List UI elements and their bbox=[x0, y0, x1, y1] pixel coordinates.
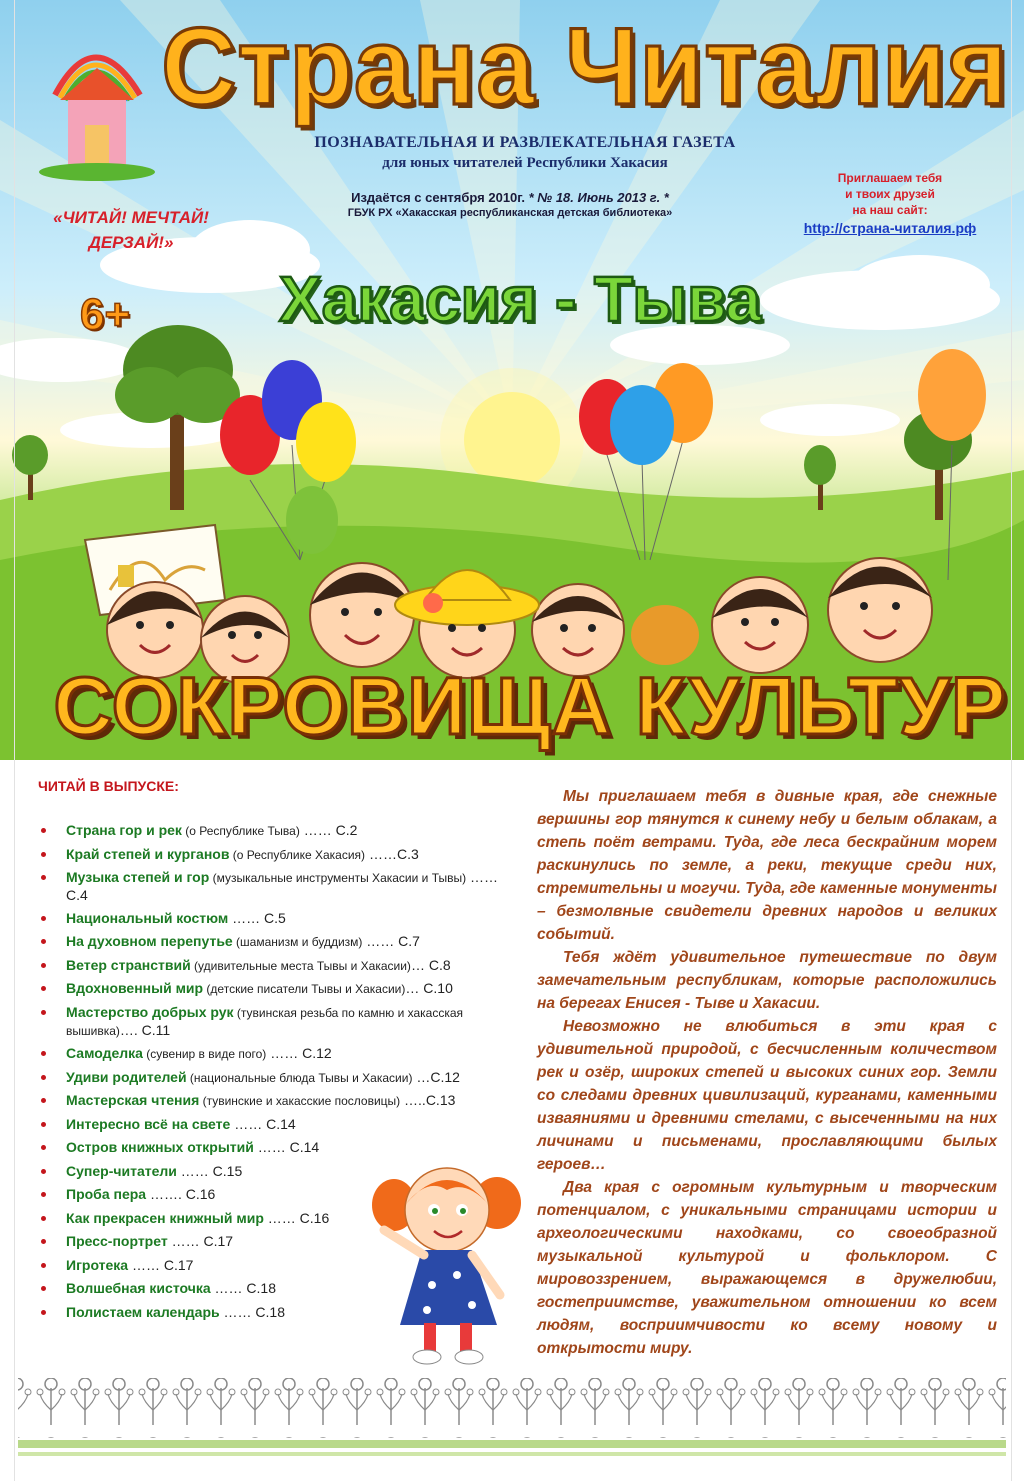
toc-item-page: ……С.3 bbox=[365, 845, 419, 862]
toc-item-page: …… С.17 bbox=[128, 1256, 194, 1273]
toc-item-page: …… С.4 bbox=[66, 869, 499, 903]
toc-item-title: Остров книжных открытий bbox=[66, 1139, 254, 1155]
toc-item-page: …… С.7 bbox=[362, 933, 420, 949]
publication-info bbox=[290, 190, 730, 219]
toc-item-title: Пресс-портрет bbox=[66, 1233, 168, 1249]
toc-item bbox=[38, 1004, 518, 1040]
toc-item bbox=[38, 1045, 518, 1063]
subtitle-line2: для юных читателей Республики Хакасия bbox=[382, 155, 668, 171]
toc-item-title: Как прекрасен книжный мир bbox=[66, 1209, 264, 1226]
article-paragraph: Мы приглашаем тебя в дивные края, где снежные вершины гор тянутся к синему небу и белым облакам, а степь поёт ветрами. Туда, где леса бескрайним морем раскинулись по земле, а реки, текущие среди них, стремительны и могучи. Туда, где каменные монументы – безмолвные свидетели древних народов и великих событий. bbox=[537, 788, 998, 943]
toc-item-title: Интересно всё на свете bbox=[66, 1115, 231, 1132]
toc-item-page: …… С.15 bbox=[176, 1162, 243, 1179]
toc-item-desc: (детские писатели Тывы и Хакасии) bbox=[203, 982, 406, 996]
toc-item-page: …… С.18 bbox=[219, 1303, 285, 1320]
intro-article bbox=[537, 785, 997, 1360]
toc-item-page: …… С.5 bbox=[228, 909, 286, 926]
toc-item-desc: (музыкальные инструменты Хакасии и Тывы) bbox=[209, 871, 467, 885]
flower-ornament bbox=[18, 1378, 1006, 1438]
toc-item-title: Страна гор и рек bbox=[66, 822, 182, 838]
toc-item bbox=[38, 1092, 518, 1110]
toc-item-title: На духовном перепутье bbox=[66, 933, 233, 949]
toc-item-title: Удиви родителей bbox=[66, 1068, 187, 1085]
toc-item-page: … С.8 bbox=[410, 956, 451, 973]
ornament-border bbox=[0, 1370, 1024, 1481]
article-paragraph: Невозможно не влюбиться в эти края с удивительной природой, с бесчисленным количеством рек и озёр, широких степей и высоких синих гор. Земли со следами древних цивилизаций, курганами, каменными изваяниями и древними стелами, с высеченными на них личинами и письменами, прославляющими былых героев… bbox=[537, 1018, 997, 1173]
toc-item-title: Игротека bbox=[66, 1256, 129, 1273]
issue-number: * № 18. Июнь 2013 г. * bbox=[528, 190, 669, 205]
toc-item-page: …… С.17 bbox=[167, 1233, 234, 1249]
toc-item-page: ……. С.16 bbox=[146, 1186, 216, 1202]
issue-theme-title: Хакасия - Тыва bbox=[278, 263, 762, 335]
toc-item-title: Вдохновенный мир bbox=[66, 980, 204, 996]
toc-item-title: Полистаем календарь bbox=[66, 1303, 220, 1320]
toc-item bbox=[38, 869, 518, 904]
girl-illustration bbox=[372, 1155, 532, 1370]
toc-item-page: …С.12 bbox=[412, 1068, 460, 1085]
toc-item-desc: (тувинские и хакасские пословицы) bbox=[199, 1094, 401, 1108]
invite-line2: и твоих друзей bbox=[845, 187, 935, 201]
green-stripe bbox=[18, 1440, 1006, 1448]
toc-item-page: …… С.2 bbox=[299, 822, 358, 838]
toc-item bbox=[38, 933, 518, 951]
toc-item-desc: (сувенир в виде пого) bbox=[142, 1047, 267, 1061]
subtitle-line1: ПОЗНАВАТЕЛЬНАЯ И РАЗВЛЕКАТЕЛЬНАЯ ГАЗЕТА bbox=[314, 134, 736, 151]
toc-item-desc: (национальные блюда Тывы и Хакасии) bbox=[186, 1070, 413, 1085]
article-paragraph: Тебя ждёт удивительное путешествие по двум замечательным республикам, которые расположились на берегах Енисея - Тыве и Хакасии. bbox=[537, 949, 997, 1012]
banner-title: СОКРОВИЩА КУЛЬТУР bbox=[53, 661, 1007, 752]
newspaper-title: Страна Читалия bbox=[161, 6, 1009, 128]
toc-item-title: Супер-читатели bbox=[66, 1162, 177, 1179]
toc-item-page: … С.10 bbox=[405, 980, 453, 996]
toc-item bbox=[38, 846, 518, 864]
toc-item-title: Край степей и курганов bbox=[66, 845, 230, 862]
toc-item-page: …… С.14 bbox=[253, 1139, 320, 1155]
toc-item bbox=[38, 1069, 518, 1087]
toc-item-title: Мастерство добрых рук bbox=[66, 1003, 234, 1020]
toc-item-desc: (о Республике Хакасия) bbox=[229, 847, 366, 862]
green-stripe-thin bbox=[18, 1452, 1006, 1456]
website-link[interactable]: http://страна-читалия.рф bbox=[803, 220, 977, 236]
toc-item-page: …… С.16 bbox=[263, 1209, 330, 1226]
article-paragraph: Два края с огромным культурным и творческим потенциалом, с уникальными страницами истории и археологическими находками, со своеобразной музыкальной культурой и фольклором. С мировоззрением, выражающемся в дружелюбии, гостеприимстве, уважительном отношении ко всем людям, восприимчивости ко всему новому и открытости миру. bbox=[537, 1179, 997, 1357]
toc-item-page: …. С.11 bbox=[119, 1021, 171, 1038]
toc-item-title: Ветер странствий bbox=[66, 956, 191, 973]
toc-item-title: Самоделка bbox=[66, 1045, 143, 1061]
toc-item-title: Проба пера bbox=[66, 1186, 147, 1202]
toc-item-title: Волшебная кисточка bbox=[66, 1280, 211, 1296]
toc-item-page: …… С.14 bbox=[230, 1115, 296, 1132]
toc-heading: ЧИТАЙ В ВЫПУСКЕ: bbox=[38, 778, 179, 794]
toc-item-page: …… С.12 bbox=[266, 1045, 332, 1061]
toc-item bbox=[38, 910, 518, 928]
motto bbox=[26, 205, 236, 255]
toc-item-desc: (о Республике Тыва) bbox=[181, 824, 300, 838]
toc-item bbox=[38, 980, 518, 998]
toc-item bbox=[38, 957, 518, 975]
toc-item-title: Национальный костюм bbox=[66, 909, 229, 926]
published-since: Издаётся с сентября 2010г. bbox=[351, 190, 526, 205]
toc-item-page: …..С.13 bbox=[400, 1092, 456, 1108]
toc-item-desc: (тувинская резьба по камню и хакасская вышивка) bbox=[66, 1005, 464, 1038]
toc-item-desc: (шаманизм и буддизм) bbox=[232, 935, 363, 949]
toc-item-title: Мастерская чтения bbox=[66, 1092, 200, 1108]
toc-item-title: Музыка степей и гор bbox=[66, 869, 210, 885]
invite-line1: Приглашаем тебя bbox=[837, 171, 943, 185]
newspaper-subtitle bbox=[225, 134, 825, 172]
toc-item bbox=[38, 822, 518, 840]
toc-item bbox=[38, 1116, 518, 1134]
age-rating: 6+ bbox=[80, 290, 131, 339]
website-invite bbox=[790, 170, 990, 237]
toc-item-page: …… С.18 bbox=[210, 1280, 276, 1296]
motto-line1: «ЧИТАЙ! МЕЧТАЙ! bbox=[53, 208, 209, 227]
motto-line2: ДЕРЗАЙ!» bbox=[88, 233, 174, 252]
invite-line3: на наш сайт: bbox=[852, 203, 928, 217]
library-name: ГБУК РХ «Хакасская республиканская детская библиотека» bbox=[347, 207, 673, 219]
toc-item-desc: (удивительные места Тывы и Хакасии) bbox=[190, 958, 411, 973]
